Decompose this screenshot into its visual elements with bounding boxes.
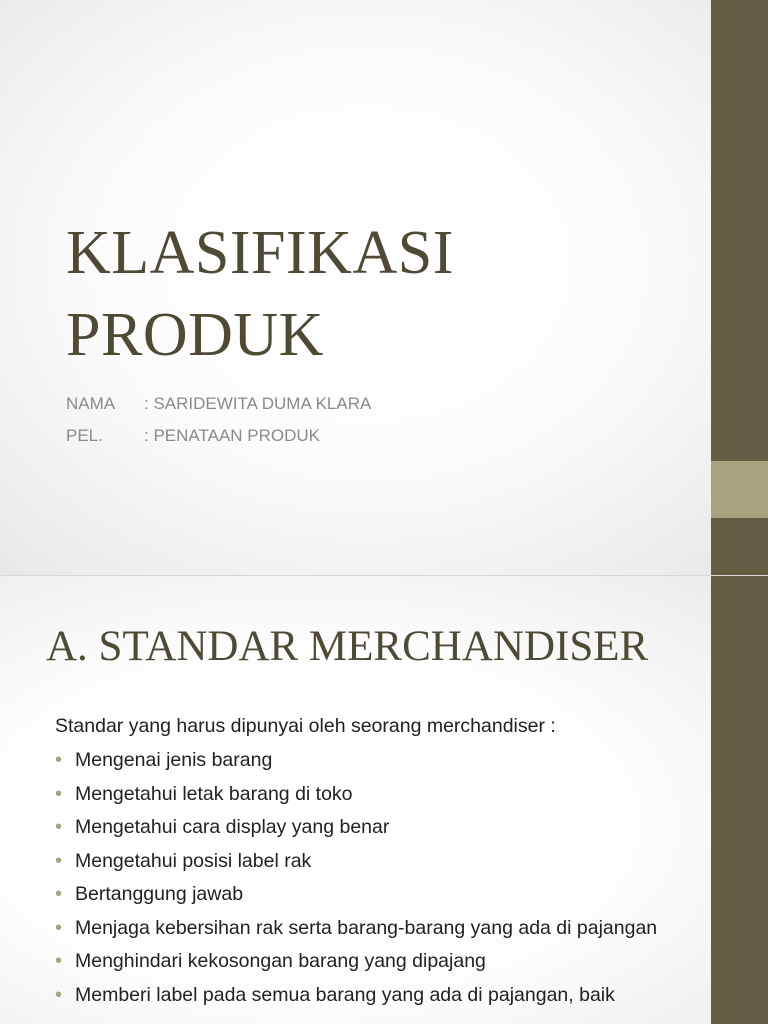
bullet-icon: • [55,849,63,872]
bullet-icon: • [55,950,63,972]
title-line-1: KLASIFIKASI [66,219,454,287]
bullet-item: • Mengetahui cara display yang benar [55,813,665,841]
bullet-icon: • [55,916,63,939]
bullet-item: • Memberi label pada semua barang yang ada di pajangan, baik [55,981,665,1009]
bullet-icon: • [55,983,63,1006]
bullet-icon: • [55,883,63,905]
title-line-2: PRODUK [66,301,324,369]
subject-value: : PENATAAN PRODUK [144,426,321,445]
slide-heading: A. STANDAR MERCHANDISER [46,623,649,670]
slide-title [66,212,454,376]
bullet-icon: • [55,782,63,805]
bullet-item: • Menjaga kebersihan rak serta barang-barang yang ada di pajangan [55,914,665,942]
subject-label: PEL. [66,426,103,445]
bullet-item: • Mengetahui letak barang di toko [55,780,665,808]
bullet-item: • Mengenai jenis barang [55,746,665,774]
name-label: NAMA [66,394,116,413]
bullet-icon: • [55,816,63,838]
content-slide [0,576,768,1024]
author-info [66,388,371,452]
subject-row [66,420,371,452]
bullet-icon: • [55,749,63,771]
bullet-item: • Bertanggung jawab [55,880,665,908]
decorative-sidebar [711,576,768,1024]
bullet-list [55,746,665,1009]
bullet-item: • Menghindari kekosongan barang yang dipajang [55,947,665,975]
decorative-accent-block [711,461,768,518]
bullet-item: • Mengetahui posisi label rak [55,847,665,875]
intro-text: Standar yang harus dipunyai oleh seorang merchandiser : [55,715,556,737]
slide-body [55,712,665,1014]
name-value: : SARIDEWITA DUMA KLARA [144,394,372,413]
name-row [66,388,371,420]
